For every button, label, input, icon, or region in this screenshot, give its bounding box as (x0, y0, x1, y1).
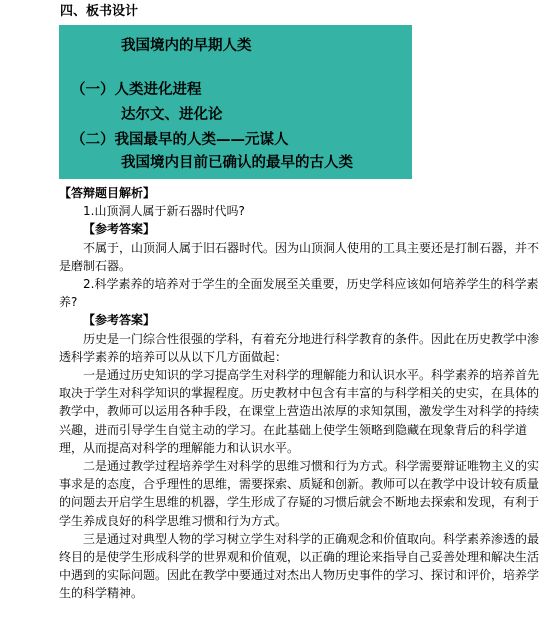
board-line-1: （一）人类进化进程 (71, 82, 202, 98)
blackboard-design-panel (59, 25, 412, 179)
answer-2-intro: 历史是一门综合性很强的学科，有着充分地进行科学教育的条件。因此在历史教学中渗透科学素养的培养可以从以下几方面做起： (59, 331, 540, 364)
reference-answer-label-2: 【参考答案】 (83, 313, 156, 328)
board-title: 我国境内的早期人类 (121, 38, 252, 54)
reference-answer-label-1: 【参考答案】 (83, 222, 156, 237)
board-line-2: 达尔文、进化论 (121, 107, 223, 123)
answer-2-point-2: 二是通过教学过程培养学生对科学的思维习惯和行为方式。科学需要辩证唯物主义的实事求是的态度，合乎理性的思维，需要探索、质疑和创新。教师可以在教学中设计较有质量的问题去开启学生思维的机器，学生形成了存疑的习惯后就会不断地去探索和发现，有利于学生养成良好的科学思维习惯和行为方式。 (59, 459, 540, 528)
board-line-4: 我国境内目前已确认的最早的古人类 (121, 155, 353, 171)
section-title: 四、板书设计 (60, 4, 139, 19)
answer-analysis-section (59, 184, 547, 603)
question-1: 1.山顶洞人属于新石器时代吗? (83, 204, 245, 219)
answer-2-point-1: 一是通过历史知识的学习提高学生对科学的理解能力和认识水平。科学素养的培养首先取决于学生对科学知识的掌握程度。历史教材中包含有丰富的与科学相关的史实，在具体的教学中，教师可以运用各种手段，在课堂上营造出浓厚的求知氛围，激发学生对科学的持续兴趣，进而引导学生自觉主动的学习。在此基础上使学生领略到隐藏在现象背后的科学道理，从而提高对科学的理解能力和认识水平。 (59, 368, 540, 455)
question-2: 2.科学素养的培养对于学生的全面发展至关重要，历史学科应该如何培养学生的科学素养? (59, 277, 539, 310)
analysis-header: 【答辩题目解析】 (59, 186, 156, 200)
answer-1: 不属于，山顶洞人属于旧石器时代。因为山顶洞人使用的工具主要还是打制石器，并不是磨制石器。 (59, 240, 540, 273)
answer-2-point-3: 三是通过对典型人物的学习树立学生对科学的正确观念和价值取向。科学素养渗透的最终目的是使学生形成科学的世界观和价值观，以正确的理论来指导自己妥善处理和解决生活中遇到的实际问题。因此在教学中要通过对杰出人物历史事件的学习、探讨和评价，培养学生的科学精神。 (59, 531, 540, 601)
board-line-3: （二）我国最早的人类——元谋人 (71, 132, 289, 148)
